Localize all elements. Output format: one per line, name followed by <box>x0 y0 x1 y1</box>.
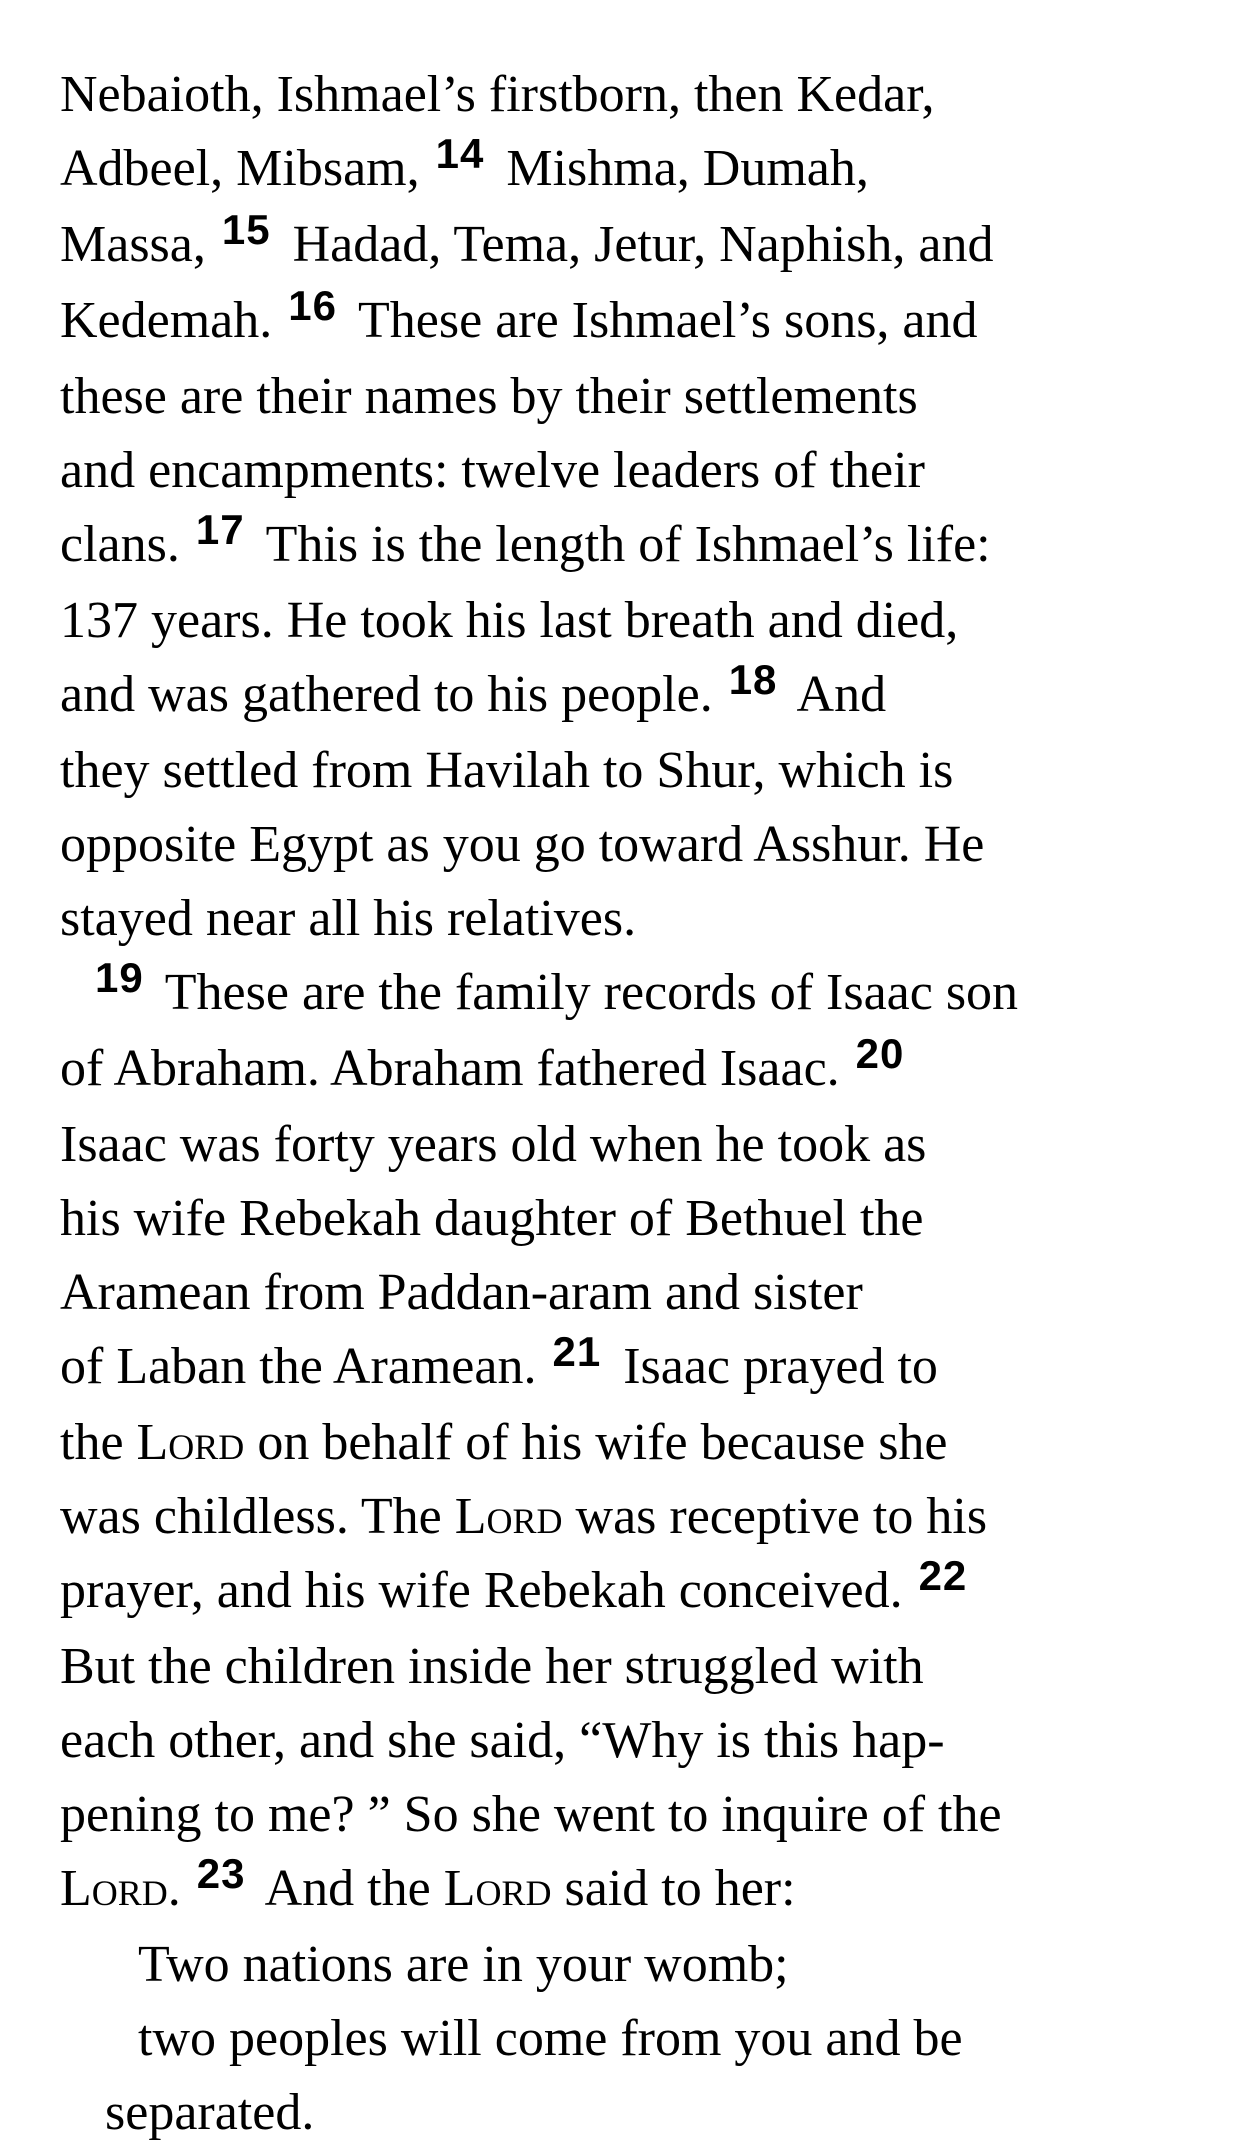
text-run: And <box>786 666 887 723</box>
verse-number: 18 <box>728 656 778 703</box>
text-run: they settled from Havilah to Shur, which is <box>60 742 954 799</box>
text-line <box>60 1256 1214 1330</box>
divine-name-lord: Lord <box>443 1860 552 1917</box>
text-line <box>60 1778 1214 1852</box>
text-line <box>60 1406 1214 1480</box>
text-run: Hadad, Tema, Jetur, Naphish, and <box>279 216 994 273</box>
verse-number: 22 <box>918 1552 968 1599</box>
verse-number: 17 <box>195 506 245 553</box>
text-run: These are the family records of Isaac son <box>152 964 1019 1021</box>
verse-number: 19 <box>95 954 144 1001</box>
text-run: Adbeel, Mibsam, <box>60 140 433 197</box>
text-run: Isaac was forty years old when he took as <box>60 1116 927 1173</box>
verse-number: 14 <box>435 130 485 177</box>
divine-name-lord: Lord <box>60 1860 168 1917</box>
text-line <box>60 1480 1214 1554</box>
text-run: and was gathered to his people. <box>60 666 726 723</box>
text-run: Kedemah. <box>60 292 286 349</box>
text-run: said to her: <box>551 1860 796 1917</box>
text-run: on behalf of his wife because she <box>244 1414 948 1471</box>
text-line <box>60 132 1214 208</box>
verse-number: 21 <box>552 1328 602 1375</box>
text-run: of Abraham. Abraham fathered Isaac. <box>60 1040 853 1097</box>
text-line <box>60 882 1214 956</box>
text-run: and encampments: twelve leaders of their <box>60 442 925 499</box>
text-run: Two nations are in your womb; <box>138 1936 789 1993</box>
divine-name-lord: Lord <box>136 1414 245 1471</box>
text-run: stayed near all his relatives. <box>60 890 637 947</box>
text-run: separated. <box>105 2084 315 2141</box>
text-run: But the children inside her struggled with <box>60 1638 924 1695</box>
text-run: pening to me? ” So she went to inquire of the <box>60 1786 1002 1843</box>
text-run: the <box>60 1414 137 1471</box>
text-line <box>60 1852 1214 1928</box>
text-line <box>60 584 1214 658</box>
text-line <box>60 1108 1214 1182</box>
text-line <box>60 734 1214 808</box>
text-line <box>60 1182 1214 1256</box>
text-run: Nebaioth, Ishmael’s firstborn, then Kedar, <box>60 66 935 123</box>
text-run: of Laban the Aramean. <box>60 1338 550 1395</box>
text-line <box>60 1554 1214 1630</box>
verse-number: 20 <box>855 1030 905 1077</box>
text-line <box>60 1330 1214 1406</box>
verse-number: 23 <box>196 1850 246 1897</box>
text-line <box>60 1630 1214 1704</box>
text-line <box>60 658 1214 734</box>
text-run: 137 years. He took his last breath and died, <box>60 592 959 649</box>
text-run: . <box>167 1860 194 1917</box>
verse-number: 15 <box>221 206 271 253</box>
text-run: These are Ishmael’s sons, and <box>345 292 978 349</box>
text-line <box>60 2002 1214 2076</box>
text-line <box>60 208 1214 284</box>
verse-number: 16 <box>288 282 337 329</box>
text-run: his wife Rebekah daughter of Bethuel the <box>60 1190 924 1247</box>
divine-name-lord: Lord <box>454 1488 563 1545</box>
text-run: Mishma, Dumah, <box>493 140 869 197</box>
text-run: And the <box>254 1860 444 1917</box>
text-line <box>60 1928 1214 2002</box>
passage-text <box>60 58 1214 2150</box>
text-run: Massa, <box>60 216 219 273</box>
text-run: opposite Egypt as you go toward Asshur. He <box>60 816 985 873</box>
text-line <box>60 284 1214 360</box>
text-line <box>60 360 1214 434</box>
text-run: was receptive to his <box>562 1488 988 1545</box>
text-line <box>60 58 1214 132</box>
text-run: each other, and she said, “Why is this hap- <box>60 1712 945 1769</box>
text-line <box>60 1032 1214 1108</box>
text-line <box>60 508 1214 584</box>
text-run: Isaac prayed to <box>610 1338 938 1395</box>
text-line <box>60 1704 1214 1778</box>
text-run: these are their names by their settlements <box>60 368 918 425</box>
text-line <box>60 808 1214 882</box>
text-run: Aramean from Paddan-aram and sister <box>60 1264 863 1321</box>
text-line <box>60 2076 1214 2150</box>
text-run: two peoples will come from you and be <box>138 2010 963 2067</box>
text-run: prayer, and his wife Rebekah conceived. <box>60 1562 916 1619</box>
text-run: was childless. The <box>60 1488 455 1545</box>
text-line <box>60 434 1214 508</box>
text-run: clans. <box>60 516 193 573</box>
text-line <box>60 956 1214 1032</box>
text-run: This is the length of Ishmael’s life: <box>253 516 991 573</box>
